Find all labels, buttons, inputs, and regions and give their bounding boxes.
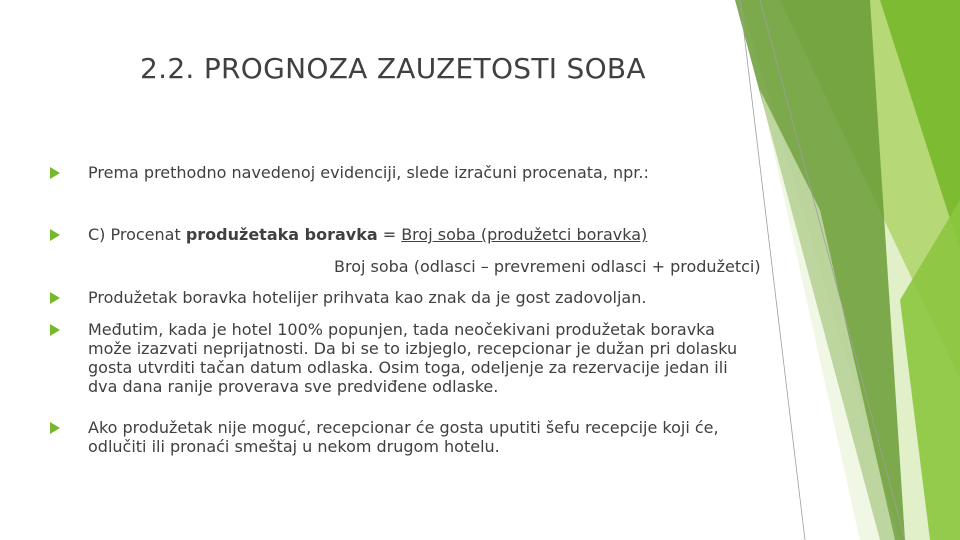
formula-prefix: C) Procenat [88,225,186,244]
bullet-text: Prema prethodno navedenoj evidenciji, slede izračuni procenata, npr.: [88,163,649,182]
bullet-arrow-icon [50,292,60,304]
bullet-arrow-icon [50,422,60,434]
bullet-text: Produžetak boravka hotelijer prihvata kao znak da je gost zadovoljan. [88,288,647,307]
bullet-text: Ako produžetak nije moguć, recepcionar će gosta uputiti šefu recepcije koji će, odlučiti ili pronaći smeštaj u nekom drugom hotelu. [88,418,719,456]
formula-line [88,225,768,244]
bullet-arrow-icon [50,167,60,179]
formula-equals: = [377,225,402,244]
bullet-arrow-icon [50,324,60,336]
formula-numerator: Broj soba (produžetci boravka) [401,225,648,244]
slide-title: 2.2. PROGNOZA ZAUZETOSTI SOBA [140,52,646,85]
bullet-text: Međutim, kada je hotel 100% popunjen, tada neočekivani produžetak boravka može izazvati neprijatnosti. Da bi se to izbjeglo, recepcionar je dužan pri dolasku gosta utvrditi tačan datum odlaska. Osim toga, odeljenje za rezervacije jedan ili dva dana ranije proverava sve predviđene odlaske. [88,320,738,396]
formula-denominator: Broj soba (odlasci – prevremeni odlasci + produžetci) [334,257,761,276]
bullet-arrow-icon [50,229,60,241]
formula-term: produžetaka boravka [185,225,378,244]
